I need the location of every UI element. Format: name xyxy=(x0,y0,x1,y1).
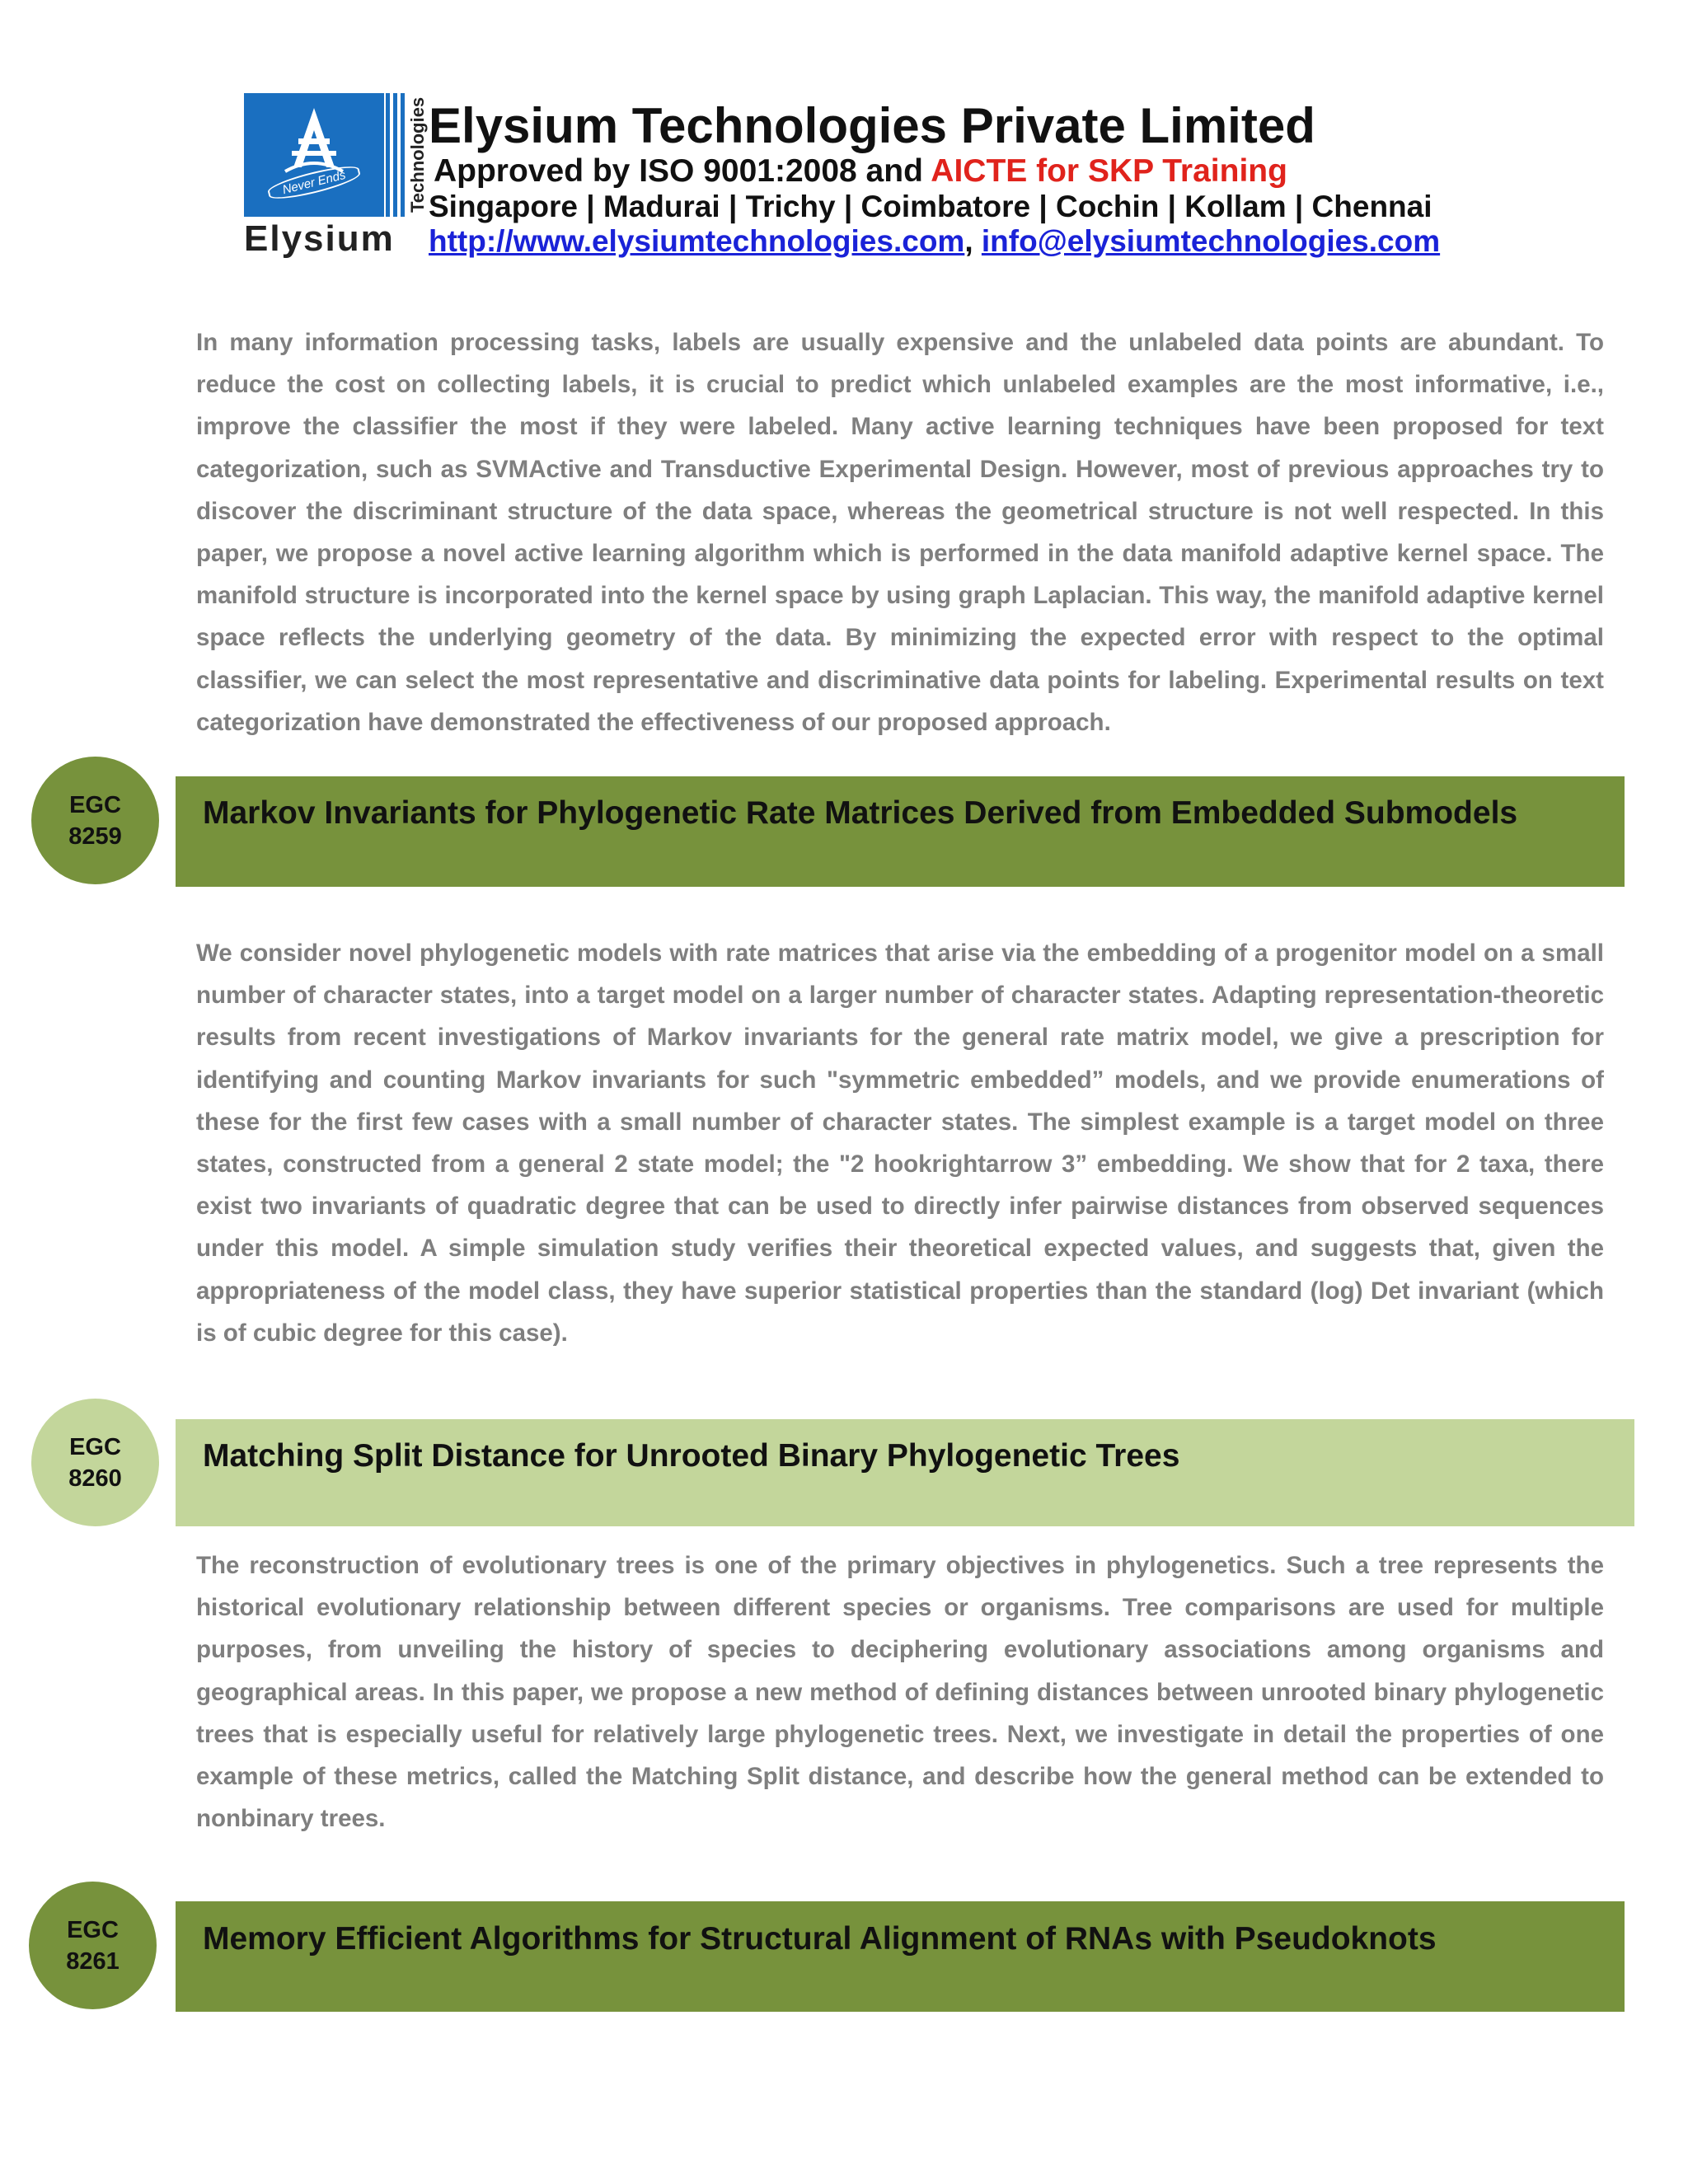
logo-vertical-text: Technologies xyxy=(407,96,428,213)
website-link[interactable]: http://www.elysiumtechnologies.com xyxy=(429,224,965,258)
approval-prefix: Approved by ISO 9001:2008 and xyxy=(434,153,931,189)
code-prefix: EGC xyxy=(69,1433,121,1460)
paper-code-badge xyxy=(29,1882,157,2009)
code-number: 8259 xyxy=(68,823,122,850)
link-separator: , xyxy=(964,224,982,258)
company-name: Elysium Technologies Private Limited xyxy=(429,98,1315,153)
paper-abstract: The reconstruction of evolutionary trees is one of the primary objectives in phylogenetics. Such a tree represents the historical evolutionary relationship between different species or organisms. Tree comparisons are used for multiple purposes, from unveiling the history of species to deciphering evolutionary associations among organisms and geographical areas. In this paper, we propose a new method of defining distances between unrooted binary phylogenetic trees that is especially useful for relatively large phylogenetic trees. Next, we investigate in detail the properties of one example of these metrics, called the Matching Split distance, and describe how the general method can be extended to nonbinary trees. xyxy=(196,1552,1604,1833)
paper-title: Markov Invariants for Phylogenetic Rate Matrices Derived from Embedded Submodels xyxy=(203,795,1518,831)
code-number: 8260 xyxy=(68,1465,122,1492)
approval-line xyxy=(434,152,1287,190)
locations-line: Singapore | Madurai | Trichy | Coimbatore | Cochin | Kollam | Chennai xyxy=(429,190,1432,223)
email-link[interactable]: info@elysiumtechnologies.com xyxy=(981,224,1441,258)
logo-wordmark: Elysium xyxy=(244,218,395,259)
paper-code-badge xyxy=(31,757,159,884)
paper-title: Matching Split Distance for Unrooted Binary Phylogenetic Trees xyxy=(203,1438,1180,1474)
paper-abstract: We consider novel phylogenetic models with rate matrices that arise via the embedding of a progenitor model on a small number of character states, into a target model on a larger number of character states. Adapting representation-theoretic results from recent investigations of Markov invariants for the general rate matrix model, we give a prescription for identifying and counting Markov invariants for such "symmetric embedded” models, and we provide enumerations of these for the first few cases with a small number of character states. The simplest example is a target model on three states, constructed from a general 2 state model; the "2 hookrightarrow 3” embedding. We show that for 2 taxa, there exist two invariants of quadratic degree that can be used to directly infer pairwise distances from observed sequences under this model. A simple simulation study verifies their theoretical expected values, and suggests that, given the appropriateness of the model class, they have superior statistical properties than the standard (log) Det invariant (which is of cubic degree for this case). xyxy=(196,940,1604,1347)
code-prefix: EGC xyxy=(69,791,121,818)
company-logo xyxy=(244,93,428,266)
logo-emblem xyxy=(244,93,384,217)
approval-highlight: AICTE for SKP Training xyxy=(931,153,1287,189)
intro-abstract: In many information processing tasks, labels are usually expensive and the unlabeled data points are abundant. To reduce the cost on collecting labels, it is crucial to predict which unlabeled examples are the most informative, i.e., improve the classifier the most if they were labeled. Many active learning techniques have been proposed for text categorization, such as SVMActive and Transductive Experimental Design. However, most of previous approaches try to discover the discriminant structure of the data space, whereas the geometrical structure is not well respected. In this paper, we propose a novel active learning algorithm which is performed in the data manifold adaptive kernel space. The manifold structure is incorporated into the kernel space by using graph Laplacian. This way, the manifold adaptive kernel space reflects the underlying geometry of the data. By minimizing the expected error with respect to the optimal classifier, we can select the most representative and discriminative data points for labeling. Experimental results on text categorization have demonstrated the effectiveness of our proposed approach. xyxy=(196,329,1604,736)
paper-code-badge xyxy=(31,1399,159,1526)
logo-tagline: Never Ends xyxy=(266,162,363,204)
contact-links xyxy=(429,223,1440,260)
code-number: 8261 xyxy=(66,1947,120,1975)
paper-title: Memory Efficient Algorithms for Structural Alignment of RNAs with Pseudoknots xyxy=(203,1921,1437,1957)
logo-stripes xyxy=(386,93,406,217)
tower-icon xyxy=(244,93,384,217)
code-prefix: EGC xyxy=(67,1916,119,1943)
